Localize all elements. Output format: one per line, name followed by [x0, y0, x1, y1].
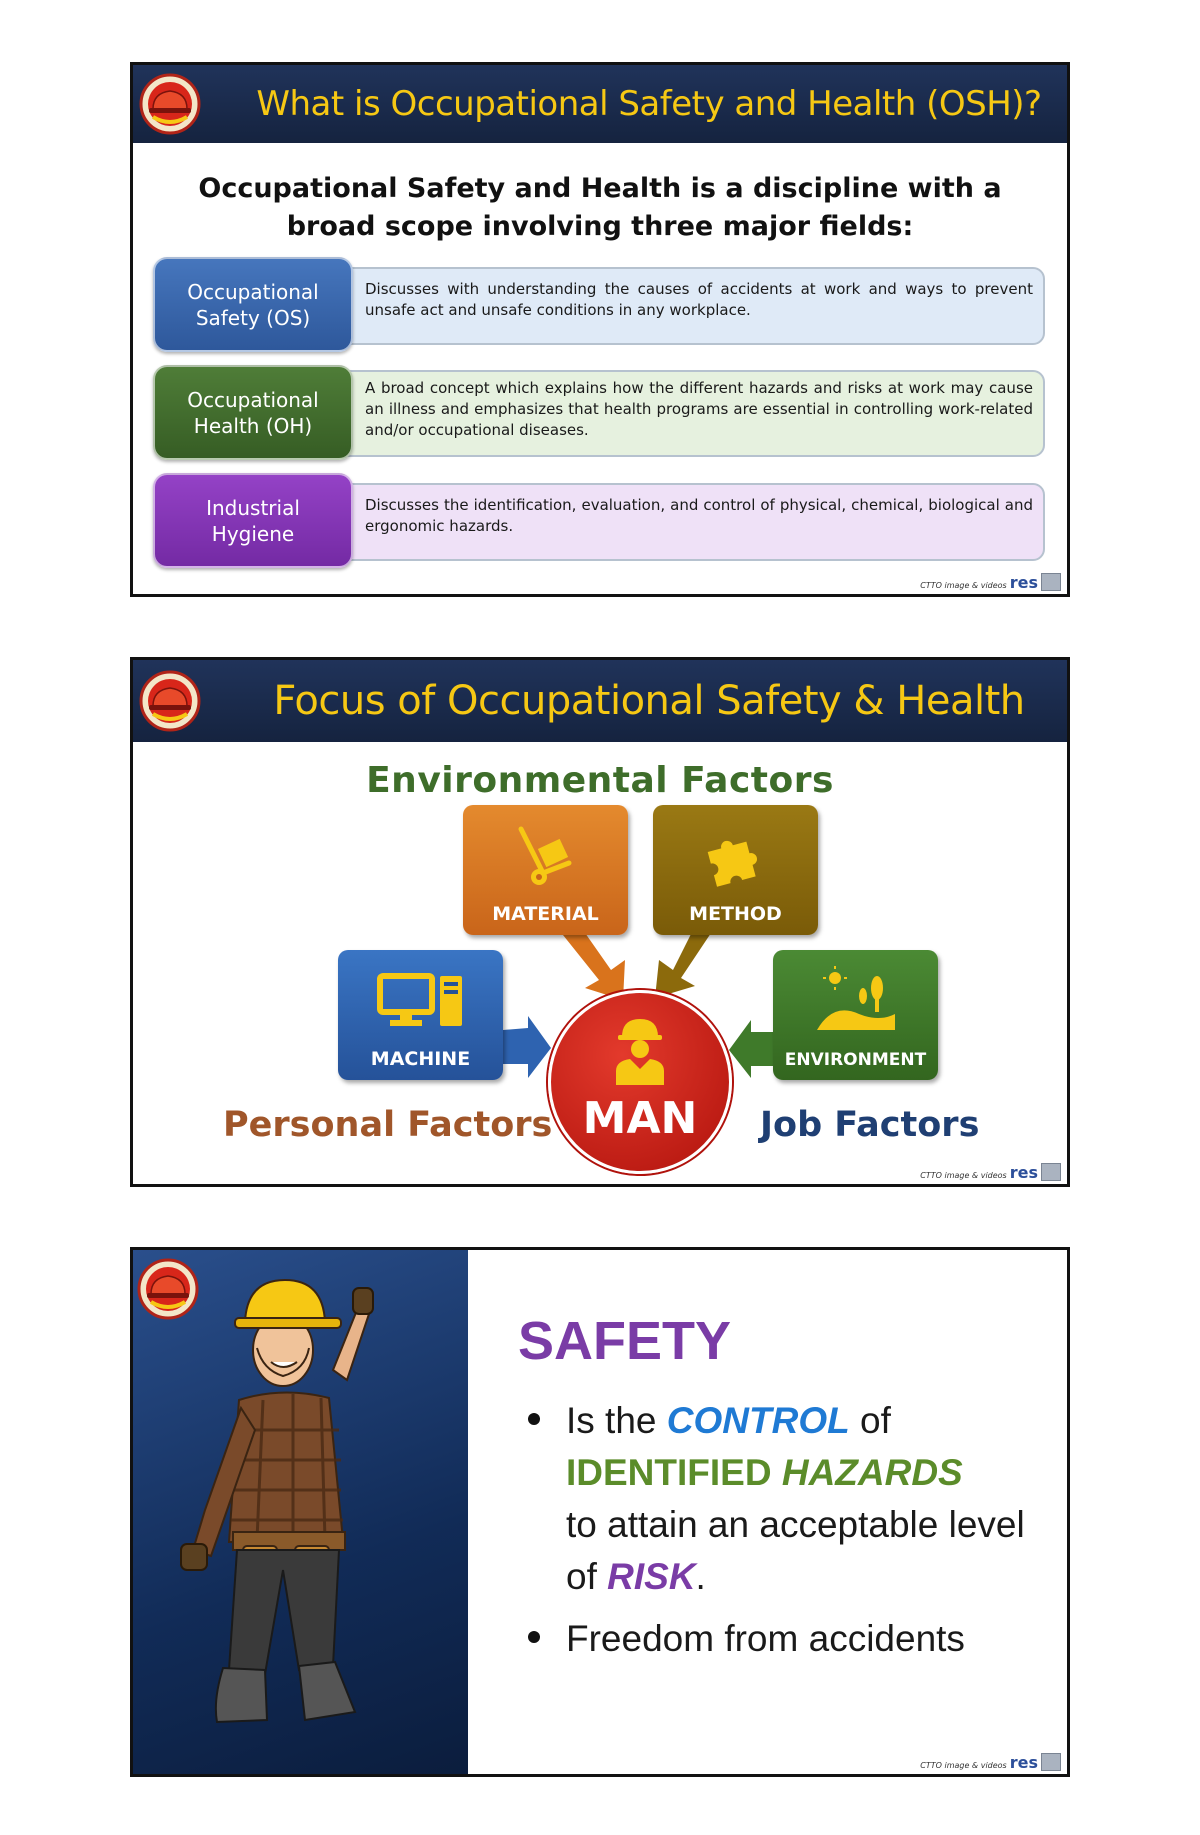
field-row-oh	[153, 365, 1045, 460]
field-label: Industrial Hygiene	[153, 473, 353, 568]
arrow-environment	[729, 1020, 773, 1078]
material-factor	[463, 805, 628, 935]
slide-safety-definition	[130, 1247, 1070, 1777]
bullet-text: .	[695, 1556, 706, 1597]
slide-osh-definition	[130, 62, 1070, 597]
field-row-os	[153, 257, 1045, 352]
method-label: METHOD	[689, 903, 782, 925]
credit-logo-icon	[1041, 1163, 1061, 1181]
computer-icon	[376, 972, 466, 1032]
method-factor	[653, 805, 818, 935]
hardhat-logo-icon	[139, 73, 201, 135]
credit-brand: res	[1009, 1753, 1038, 1772]
bullet-text: Is the	[566, 1400, 667, 1441]
slide-title: Focus of Occupational Safety & Health	[273, 678, 1025, 724]
bullet-freedom	[528, 1613, 1048, 1665]
worker-illustration-panel	[133, 1250, 468, 1774]
field-description: Discusses with understanding the causes of accidents at work and ways to prevent unsafe act and unsafe conditions in any workplace.	[303, 267, 1045, 345]
credit-logo-icon	[1041, 1753, 1061, 1771]
worker-icon	[606, 1013, 674, 1085]
arrow-method	[655, 930, 713, 998]
slide-title: What is Occupational Safety and Health (OSH)?	[256, 84, 1042, 124]
credit-text: CTTO image & videos	[920, 1171, 1007, 1180]
man-center	[548, 990, 732, 1174]
arrow-material	[563, 930, 625, 1000]
safety-bullets	[528, 1395, 1048, 1675]
bullet-text: of	[849, 1400, 891, 1441]
environment-label: ENVIRONMENT	[784, 1050, 927, 1070]
puzzle-icon	[701, 821, 771, 891]
environment-factor	[773, 950, 938, 1080]
machine-factor	[338, 950, 503, 1080]
bullet-text: to attain an acceptable level of	[566, 1504, 1025, 1597]
field-label: Occupational Health (OH)	[153, 365, 353, 460]
credit-text: CTTO image & videos	[920, 581, 1007, 590]
field-description: Discusses the identification, evaluation, and control of physical, chemical, biological and ergonomic hazards.	[303, 483, 1045, 561]
field-label: Occupational Safety (OS)	[153, 257, 353, 352]
bullet-text: Freedom from accidents	[566, 1618, 965, 1659]
credit-logo-icon	[1041, 573, 1061, 591]
man-label: MAN	[582, 1093, 698, 1144]
keyword-hazards: HAZARDS	[781, 1452, 963, 1493]
environmental-factors-heading: Environmental Factors	[366, 760, 834, 801]
field-description: A broad concept which explains how the different hazards and risks at work may cause an illness and emphasizes that health programs are essential in controlling work-related and/or occupational diseases.	[303, 370, 1045, 457]
hand-truck-icon	[513, 823, 579, 889]
keyword-control: CONTROL	[666, 1400, 850, 1441]
safety-title: SAFETY	[518, 1311, 732, 1371]
construction-worker-illustration	[133, 1250, 468, 1774]
field-row-ih	[153, 473, 1045, 568]
job-factors-label: Job Factors	[760, 1105, 980, 1145]
arrow-machine	[503, 1016, 551, 1078]
personal-factors-label: Personal Factors	[223, 1105, 553, 1145]
keyword-risk: RISK	[607, 1556, 696, 1597]
credit-brand: res	[1009, 1163, 1038, 1182]
slide-osh-focus	[130, 657, 1070, 1187]
image-credit	[920, 1163, 1061, 1181]
keyword-identified: IDENTIFIED	[566, 1452, 772, 1493]
image-credit	[920, 573, 1061, 591]
landscape-icon	[813, 964, 899, 1034]
machine-label: MACHINE	[370, 1048, 471, 1070]
bullet-definition	[528, 1395, 1048, 1603]
slide-title-bar	[133, 65, 1067, 143]
image-credit	[920, 1753, 1061, 1771]
credit-brand: res	[1009, 573, 1038, 592]
material-label: MATERIAL	[492, 903, 599, 925]
slide-heading: Occupational Safety and Health is a discipline with a broad scope involving three major fields:	[198, 173, 1002, 242]
credit-text: CTTO image & videos	[920, 1761, 1007, 1770]
